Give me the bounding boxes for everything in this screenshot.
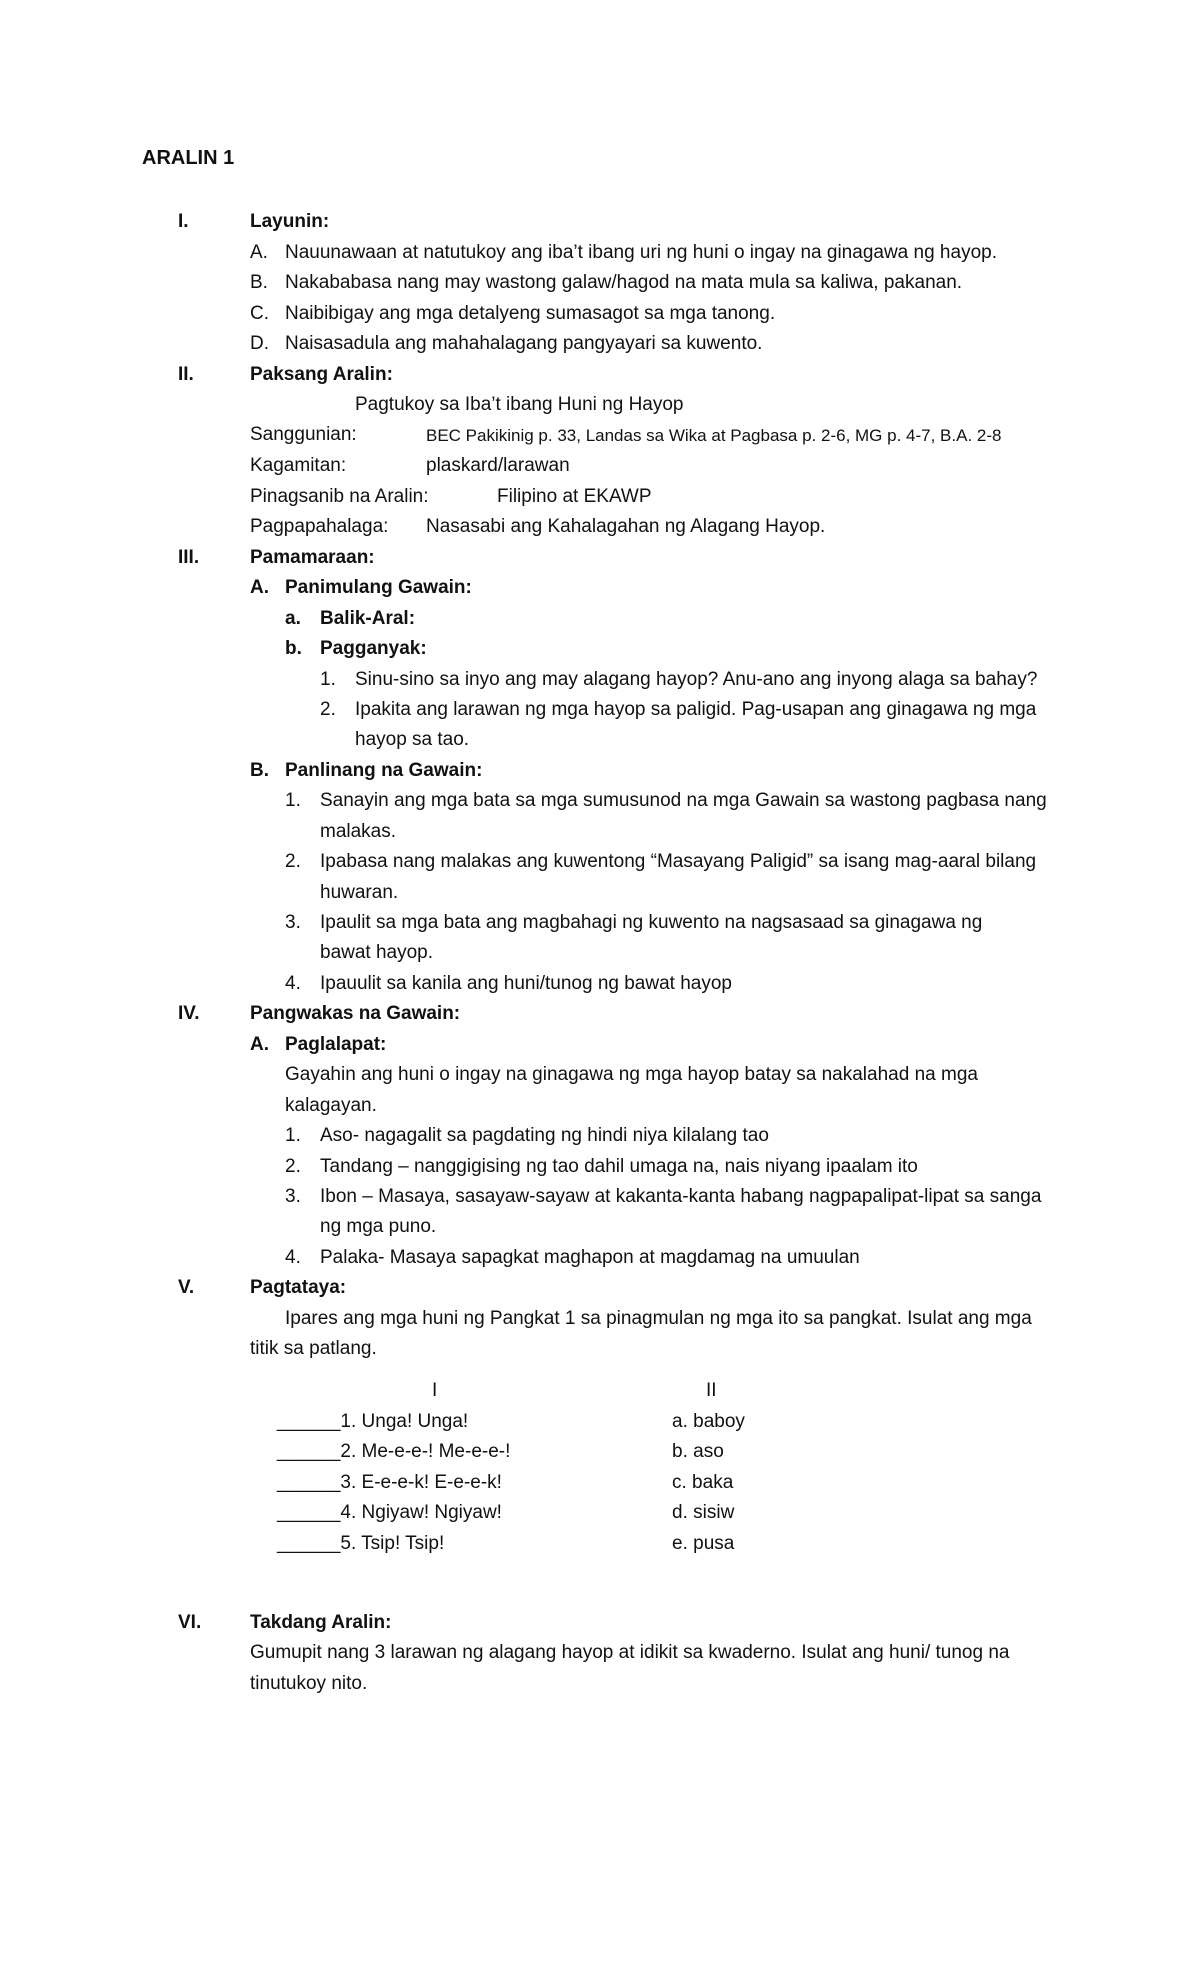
field-value: plaskard/larawan bbox=[426, 455, 570, 476]
paragraph-text: kalagayan. bbox=[285, 1095, 377, 1116]
section-number: III. bbox=[178, 547, 200, 568]
paragraph-text: Gayahin ang huni o ingay na ginagawa ng mga hayop batay sa nakalahad na mga bbox=[285, 1064, 978, 1085]
list-marker: D. bbox=[250, 333, 269, 354]
match-item: ______5. Tsip! Tsip! bbox=[277, 1533, 445, 1554]
list-item: Ipaulit sa mga bata ang magbahagi ng kuwento na nagsasaad sa ginagawa ng bbox=[320, 912, 983, 933]
list-item-continued: huwaran. bbox=[320, 882, 399, 903]
list-marker: 1. bbox=[285, 790, 301, 811]
match-item: ______2. Me-e-e-! Me-e-e-! bbox=[277, 1441, 511, 1462]
list-marker: 4. bbox=[285, 1247, 301, 1268]
field-value: BEC Pakikinig p. 33, Landas sa Wika at Pagbasa p. 2-6, MG p. 4-7, B.A. 2-8 bbox=[426, 426, 1002, 445]
list-marker: A. bbox=[250, 577, 269, 598]
list-item: Aso- nagagalit sa pagdating ng hindi niya kilalang tao bbox=[320, 1125, 769, 1146]
column-header: II bbox=[706, 1380, 717, 1401]
section-number: VI. bbox=[178, 1612, 202, 1633]
list-marker: 1. bbox=[285, 1125, 301, 1146]
subsection-heading: Pagganyak: bbox=[320, 638, 427, 659]
list-item: Ipabasa nang malakas ang kuwentong “Masayang Paligid” sa isang mag-aaral bilang bbox=[320, 851, 1037, 872]
list-marker: 4. bbox=[285, 973, 301, 994]
list-marker: a. bbox=[285, 608, 301, 629]
list-marker: 1. bbox=[320, 669, 336, 690]
list-marker: C. bbox=[250, 303, 269, 324]
field-label: Kagamitan: bbox=[250, 455, 347, 476]
list-item: Palaka- Masaya sapagkat maghapon at magdamag na umuulan bbox=[320, 1247, 860, 1268]
column-header: I bbox=[432, 1380, 438, 1401]
match-choice: a. baboy bbox=[672, 1411, 745, 1432]
lesson-topic: Pagtukoy sa Iba’t ibang Huni ng Hayop bbox=[355, 394, 684, 415]
list-marker: B. bbox=[250, 272, 268, 293]
list-item: Sanayin ang mga bata sa mga sumusunod na mga Gawain sa wastong pagbasa nang bbox=[320, 790, 1047, 811]
match-item: ______3. E-e-e-k! E-e-e-k! bbox=[277, 1472, 502, 1493]
list-item-continued: bawat hayop. bbox=[320, 942, 434, 963]
section-heading: Pangwakas na Gawain: bbox=[250, 1003, 461, 1024]
field-label: Pinagsanib na Aralin: bbox=[250, 486, 429, 507]
paragraph-text: titik sa patlang. bbox=[250, 1338, 377, 1359]
list-item-continued: hayop sa tao. bbox=[355, 729, 470, 750]
list-item: Ipauulit sa kanila ang huni/tunog ng bawat hayop bbox=[320, 973, 732, 994]
paragraph-text: tinutukoy nito. bbox=[250, 1673, 368, 1694]
section-number: V. bbox=[178, 1277, 195, 1298]
list-item: Ipakita ang larawan ng mga hayop sa paligid. Pag-usapan ang ginagawa ng mga bbox=[355, 699, 1037, 720]
objective-item: Naisasadula ang mahahalagang pangyayari sa kuwento. bbox=[285, 333, 763, 354]
list-marker: 3. bbox=[285, 1186, 301, 1207]
section-number: II. bbox=[178, 364, 194, 385]
list-marker: b. bbox=[285, 638, 302, 659]
list-marker: A. bbox=[250, 242, 268, 263]
section-number: IV. bbox=[178, 1003, 200, 1024]
field-value: Nasasabi ang Kahalagahan ng Alagang Hayop. bbox=[426, 516, 826, 537]
section-heading: Layunin: bbox=[250, 211, 330, 232]
list-marker: 2. bbox=[320, 699, 336, 720]
list-marker: B. bbox=[250, 760, 269, 781]
objective-item: Nauunawaan at natutukoy ang iba’t ibang uri ng huni o ingay na ginagawa ng hayop. bbox=[285, 242, 997, 263]
section-number: I. bbox=[178, 211, 189, 232]
match-item: ______4. Ngiyaw! Ngiyaw! bbox=[277, 1502, 502, 1523]
match-choice: e. pusa bbox=[672, 1533, 735, 1554]
field-label: Sanggunian: bbox=[250, 424, 357, 445]
section-heading: Takdang Aralin: bbox=[250, 1612, 392, 1633]
list-item: Sinu-sino sa inyo ang may alagang hayop? Anu-ano ang inyong alaga sa bahay? bbox=[355, 669, 1038, 690]
list-item: Tandang – nanggigising ng tao dahil umaga na, nais niyang ipaalam ito bbox=[320, 1156, 918, 1177]
match-choice: b. aso bbox=[672, 1441, 724, 1462]
match-item: ______1. Unga! Unga! bbox=[277, 1411, 469, 1432]
list-marker: 2. bbox=[285, 1156, 301, 1177]
list-marker: 3. bbox=[285, 912, 301, 933]
list-item: Ibon – Masaya, sasayaw-sayaw at kakanta-kanta habang nagpapalipat-lipat sa sanga bbox=[320, 1186, 1042, 1207]
match-choice: d. sisiw bbox=[672, 1502, 735, 1523]
lesson-title: ARALIN 1 bbox=[142, 147, 235, 169]
match-choice: c. baka bbox=[672, 1472, 734, 1493]
paragraph-text: Ipares ang mga huni ng Pangkat 1 sa pinagmulan ng mga ito sa pangkat. Isulat ang mga bbox=[285, 1308, 1032, 1329]
section-heading: Pagtataya: bbox=[250, 1277, 347, 1298]
subsection-heading: Panlinang na Gawain: bbox=[285, 760, 483, 781]
paragraph-text: Gumupit nang 3 larawan ng alagang hayop at idikit sa kwaderno. Isulat ang huni/ tunog na bbox=[250, 1642, 1010, 1663]
section-heading: Paksang Aralin: bbox=[250, 364, 393, 385]
list-marker: A. bbox=[250, 1034, 269, 1055]
list-item-continued: ng mga puno. bbox=[320, 1216, 437, 1237]
objective-item: Nakababasa nang may wastong galaw/hagod na mata mula sa kaliwa, pakanan. bbox=[285, 272, 963, 293]
field-value: Filipino at EKAWP bbox=[497, 486, 652, 507]
subsection-heading: Paglalapat: bbox=[285, 1034, 387, 1055]
list-item-continued: malakas. bbox=[320, 821, 397, 842]
field-label: Pagpapahalaga: bbox=[250, 516, 389, 537]
objective-item: Naibibigay ang mga detalyeng sumasagot sa mga tanong. bbox=[285, 303, 776, 324]
list-marker: 2. bbox=[285, 851, 301, 872]
subsection-heading: Panimulang Gawain: bbox=[285, 577, 472, 598]
subsection-heading: Balik-Aral: bbox=[320, 608, 416, 629]
section-heading: Pamamaraan: bbox=[250, 547, 375, 568]
